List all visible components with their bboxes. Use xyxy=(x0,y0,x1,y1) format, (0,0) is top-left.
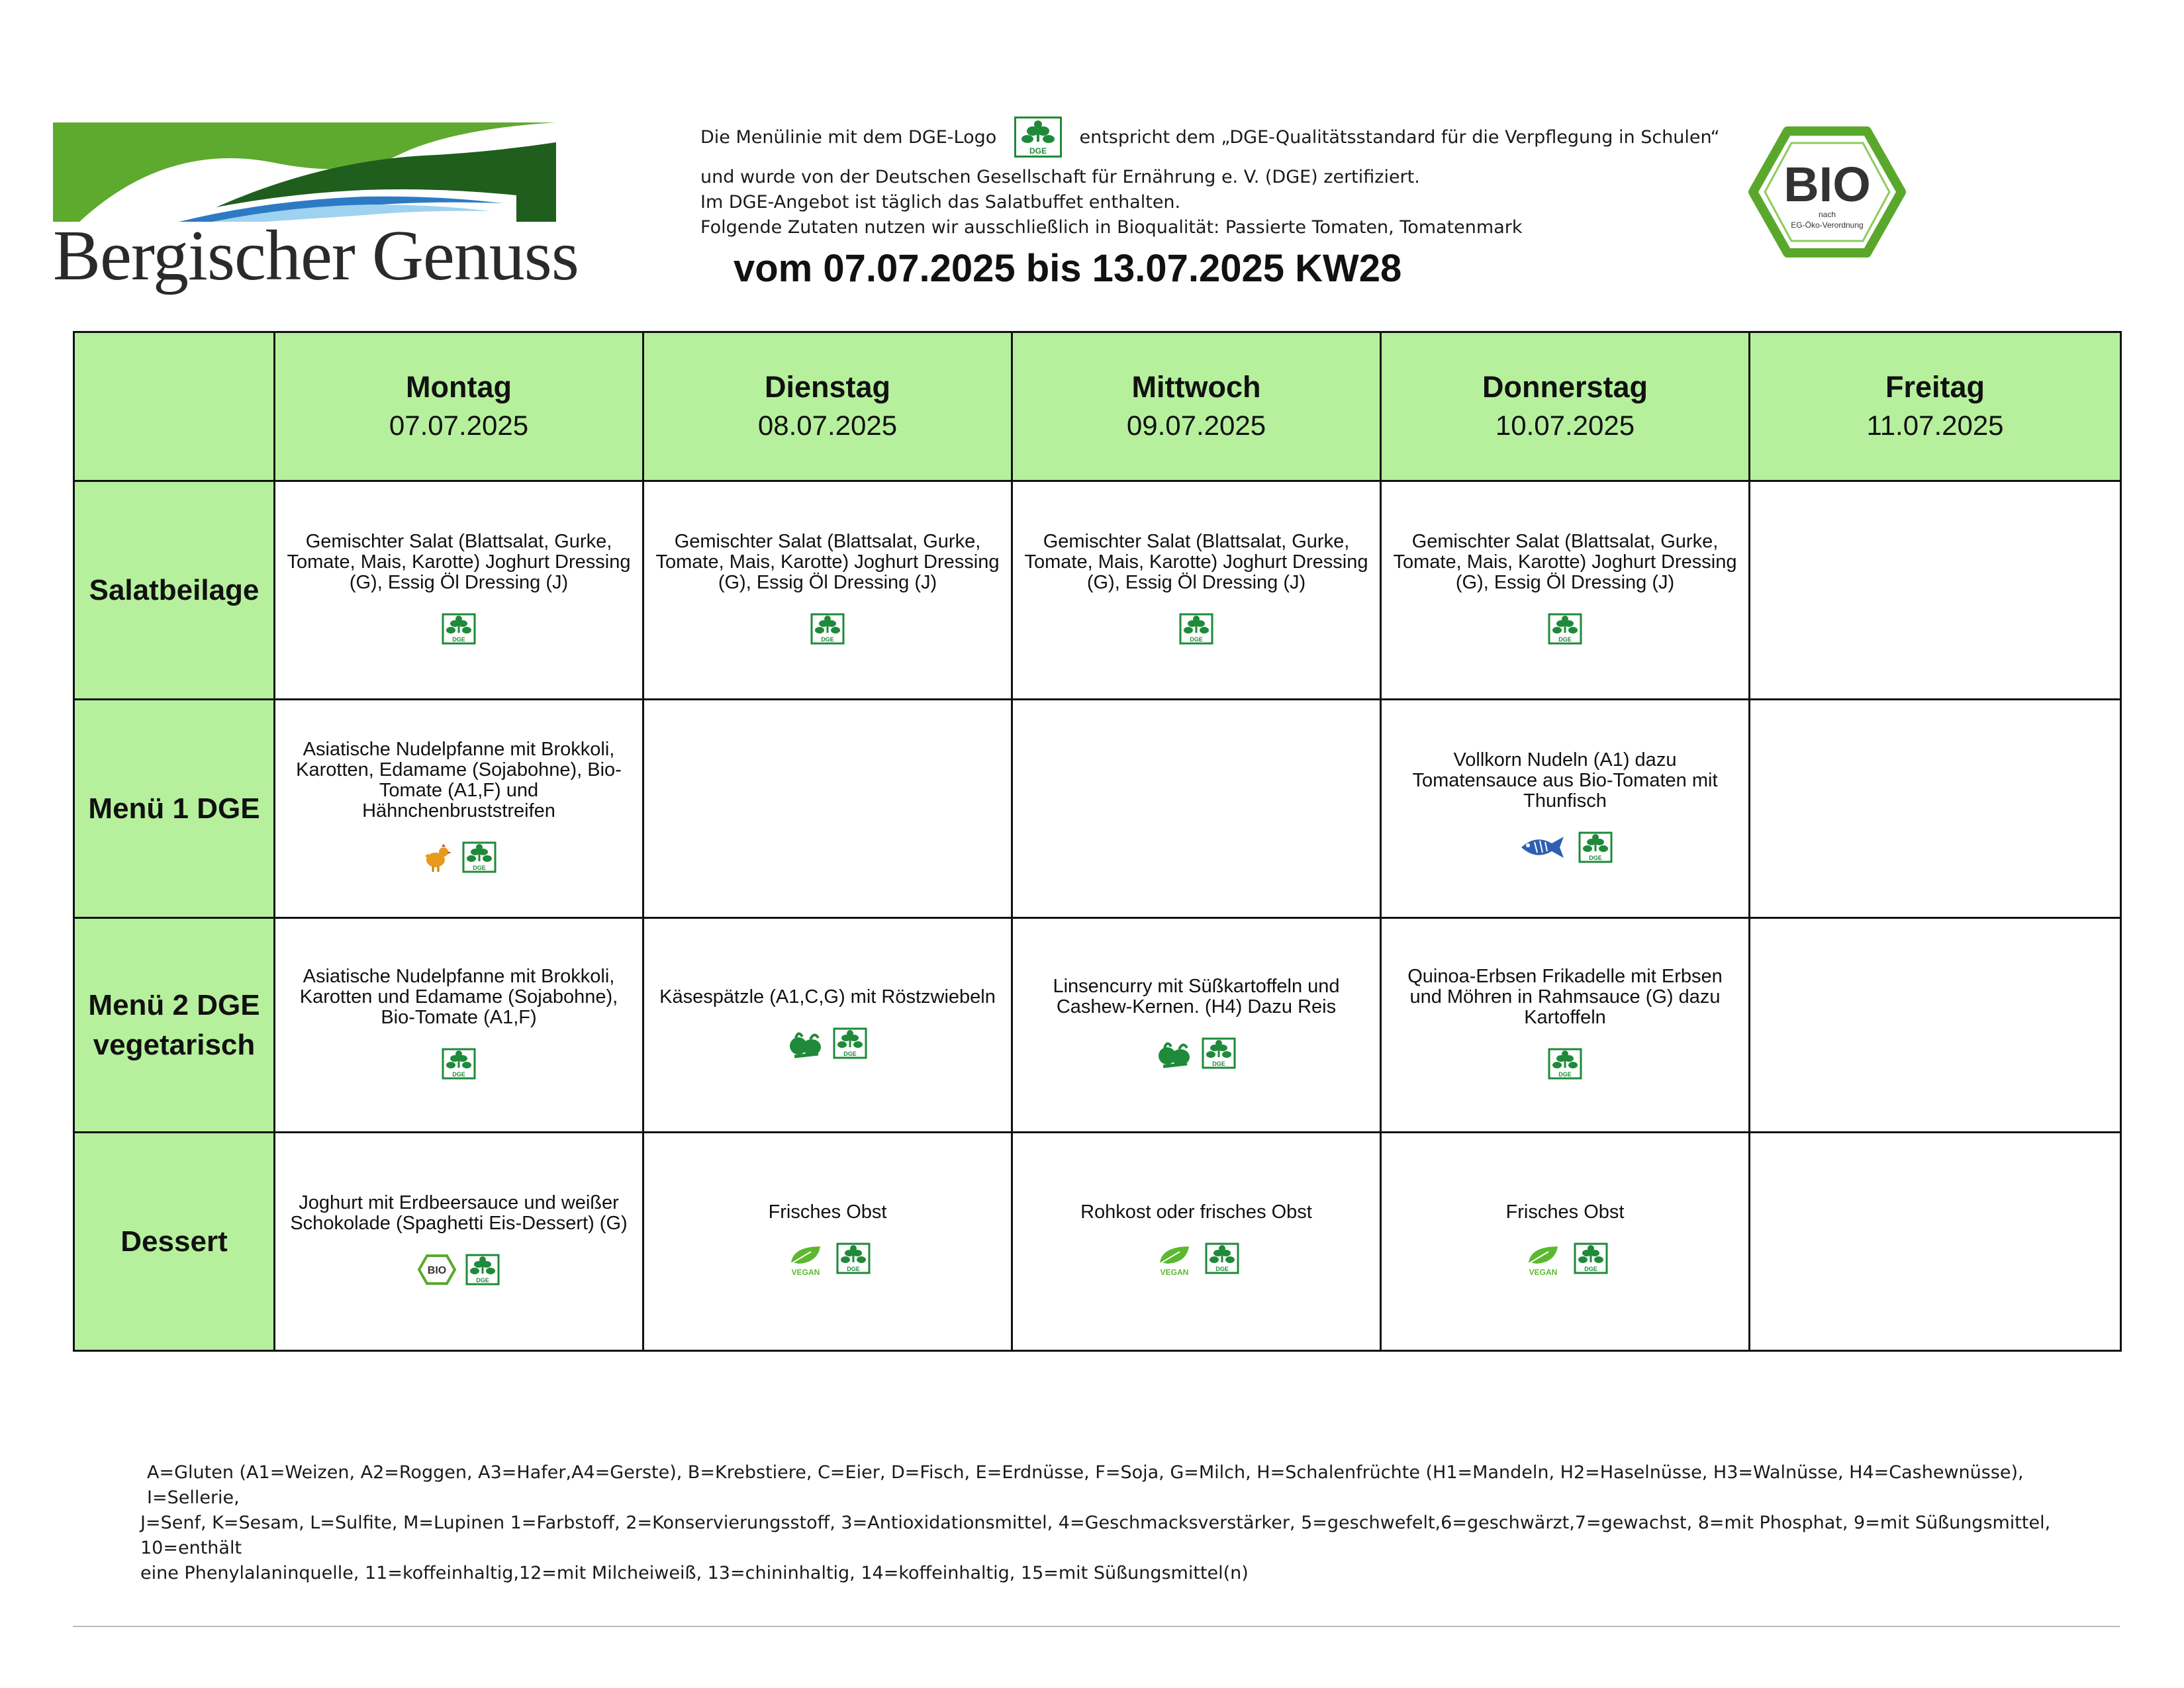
dge-icon xyxy=(1548,613,1582,649)
dish-description: Frisches Obst xyxy=(768,1201,887,1223)
svg-text:nach: nach xyxy=(1818,210,1836,219)
row-label-line: Menü 2 DGE xyxy=(88,988,260,1021)
dge-icon xyxy=(1578,831,1613,868)
allergen-legend xyxy=(140,1460,2054,1586)
dish-icons xyxy=(1021,613,1372,649)
menu-row xyxy=(74,481,2121,700)
dish-icons xyxy=(1390,831,1740,868)
svg-text:BIO: BIO xyxy=(1783,157,1871,212)
dge-icon xyxy=(1205,1243,1239,1282)
row-label-line: Menü 1 DGE xyxy=(88,792,260,825)
info-line-4: Folgende Zutaten nutzen wir ausschließlich in Bioqualität: Passierte Tomaten, Tomatenmark xyxy=(700,217,1523,238)
dge-icon xyxy=(1574,1243,1608,1282)
menu-cell xyxy=(1012,700,1381,918)
row-label-men-2-dge xyxy=(74,918,275,1133)
vegetables-icon xyxy=(788,1027,824,1064)
dge-icon xyxy=(810,613,845,649)
menu-row xyxy=(74,918,2121,1133)
dish-description: Asiatische Nudelpfanne mit Brokkoli, Karotten und Edamame (Sojabohne), Bio-Tomate (A1,F) xyxy=(299,965,618,1028)
svg-text:DGE: DGE xyxy=(1558,1070,1572,1078)
svg-text:DGE: DGE xyxy=(452,635,465,643)
info-line-3: Im DGE-Angebot ist täglich das Salatbuffet enthalten. xyxy=(700,192,1181,212)
hills-logo-graphic xyxy=(53,116,556,222)
dish-description: Vollkorn Nudeln (A1) dazu Tomatensauce aus Bio-Tomaten mit Thunfisch xyxy=(1412,749,1718,812)
dish-icons xyxy=(1390,1048,1740,1084)
menu-cell xyxy=(1750,918,2121,1133)
info-line-1-end: entspricht dem „DGE-Qualitätsstandard für die Verpflegung in Schulen“ xyxy=(1079,127,1720,148)
vegan-icon xyxy=(1522,1243,1564,1282)
svg-text:DGE: DGE xyxy=(473,865,486,871)
bio-seal-icon xyxy=(1748,126,1907,258)
menu-cell xyxy=(1012,1133,1381,1351)
svg-text:VEGAN: VEGAN xyxy=(1160,1267,1189,1277)
dish-description: Gemischter Salat (Blattsalat, Gurke, Tomate, Mais, Karotte) Joghurt Dressing (G), Essig Öl Dressing (J) xyxy=(1393,530,1737,593)
dge-icon xyxy=(833,1027,867,1064)
dish-icons xyxy=(283,1048,634,1084)
svg-text:DGE: DGE xyxy=(1584,1265,1597,1272)
dish-description: Käsespätzle (A1,C,G) mit Röstzwiebeln xyxy=(659,986,996,1008)
svg-text:DGE: DGE xyxy=(1212,1060,1225,1067)
menu-cell xyxy=(643,481,1012,700)
vegan-icon xyxy=(784,1243,827,1282)
dish-description: Asiatische Nudelpfanne mit Brokkoli, Karotten, Edamame (Sojabohne), Bio-Tomate (A1,F) und Hähnchenbruststreifen xyxy=(296,739,622,821)
menu-cell xyxy=(1381,700,1750,918)
svg-text:DGE: DGE xyxy=(1215,1265,1229,1272)
dish-description: Joghurt mit Erdbeersauce und weißer Schokolade (Spaghetti Eis-Dessert) (G) xyxy=(290,1192,628,1234)
bergischer-genuss-logo xyxy=(53,116,579,301)
dish-icons xyxy=(652,1027,1003,1064)
dge-logo-icon xyxy=(1014,117,1062,165)
menu-cell xyxy=(1750,700,2121,918)
dish-icons xyxy=(283,841,634,878)
menu-cell xyxy=(1381,1133,1750,1351)
dish-description: Gemischter Salat (Blattsalat, Gurke, Tomate, Mais, Karotte) Joghurt Dressing (G), Essig Öl Dressing (J) xyxy=(287,530,631,593)
dge-icon xyxy=(442,1048,476,1084)
dge-icon xyxy=(1179,613,1213,649)
legend-line-2: J=Senf, K=Sesam, L=Sulfite, M=Lupinen 1=Farbstoff, 2=Konservierungsstoff, 3=Antioxidationsmittel, 4=Geschmacksverstärker, 5=geschwefelt,6=geschwärzt,7=gewachst, 8=mit Phosphat, 9=mit Süßungsmittel, 10=enthält xyxy=(140,1513,2051,1558)
dge-icon xyxy=(465,1254,500,1290)
menu-cell xyxy=(275,481,643,700)
menu-cell xyxy=(1012,918,1381,1133)
day-header-thursday xyxy=(1381,332,1750,481)
bio-icon xyxy=(418,1254,456,1290)
dish-icons xyxy=(652,613,1003,649)
row-label-line: Salatbeilage xyxy=(89,573,260,606)
menu-row xyxy=(74,1133,2121,1351)
dge-icon xyxy=(1548,1048,1582,1084)
menu-cell xyxy=(1012,481,1381,700)
day-header-wednesday xyxy=(1012,332,1381,481)
menu-cell xyxy=(643,1133,1012,1351)
dish-icons xyxy=(1021,1037,1372,1074)
svg-text:VEGAN: VEGAN xyxy=(1529,1267,1558,1277)
menu-cell xyxy=(643,918,1012,1133)
row-label-dessert xyxy=(74,1133,275,1351)
menu-cell xyxy=(275,1133,643,1351)
day-date: 07.07.2025 xyxy=(389,410,529,441)
day-date: 09.07.2025 xyxy=(1126,410,1266,441)
legend-line-3: eine Phenylalaninquelle, 11=koffeinhaltig,12=mit Milcheiweiß, 13=chininhaltig, 14=koffeinhaltig, 15=mit Süßungsmittel(n) xyxy=(140,1563,1249,1583)
weekly-menu-table xyxy=(73,331,2120,1352)
row-label-salatbeilage xyxy=(74,481,275,700)
legend-line-1: A=Gluten (A1=Weizen, A2=Roggen, A3=Hafer,A4=Gerste), B=Krebstiere, C=Eier, D=Fisch, E=Erdnüsse, F=Soja, G=Milch, H=Schalenfrüchte (H1=Mandeln, H2=Haselnüsse, H3=Walnüsse, H4=Cashewnüsse), I=Sellerie, xyxy=(147,1462,2024,1508)
menu-cell xyxy=(643,700,1012,918)
day-header-monday xyxy=(275,332,643,481)
dish-description: Gemischter Salat (Blattsalat, Gurke, Tomate, Mais, Karotte) Joghurt Dressing (G), Essig Öl Dressing (J) xyxy=(655,530,1000,593)
svg-text:DGE: DGE xyxy=(1029,146,1047,156)
day-name: Freitag xyxy=(1885,370,1985,404)
svg-text:BIO: BIO xyxy=(427,1265,447,1276)
chicken-icon xyxy=(421,841,453,878)
row-label-line: vegetarisch xyxy=(93,1028,256,1061)
row-label-line: Dessert xyxy=(120,1225,228,1258)
info-line-1-start: Die Menülinie mit dem DGE-Logo xyxy=(700,127,997,148)
menu-cell xyxy=(1381,918,1750,1133)
row-label-men-1-dge xyxy=(74,700,275,918)
svg-text:DGE: DGE xyxy=(1589,854,1602,861)
svg-text:EG-Öko-Verordnung: EG-Öko-Verordnung xyxy=(1791,220,1864,230)
svg-text:DGE: DGE xyxy=(843,1050,857,1057)
dish-icons xyxy=(283,1254,634,1290)
week-period-title: vom 07.07.2025 bis 13.07.2025 KW28 xyxy=(734,247,1402,290)
footer-divider xyxy=(73,1626,2120,1627)
brand-name: Bergischer Genuss xyxy=(53,216,579,295)
menu-cell xyxy=(1750,1133,2121,1351)
vegetables-icon xyxy=(1157,1037,1192,1074)
day-date: 10.07.2025 xyxy=(1495,410,1635,441)
menu-cell xyxy=(1381,481,1750,700)
corner-cell xyxy=(74,332,275,481)
dge-icon xyxy=(1202,1037,1236,1074)
dish-icons xyxy=(283,613,634,649)
dish-description: Rohkost oder frisches Obst xyxy=(1080,1201,1312,1223)
day-date: 11.07.2025 xyxy=(1866,410,2004,441)
dish-icons xyxy=(1390,613,1740,649)
day-name: Donnerstag xyxy=(1482,370,1648,404)
dish-icons xyxy=(652,1243,1003,1282)
svg-text:DGE: DGE xyxy=(476,1277,489,1284)
dish-icons xyxy=(1021,1243,1372,1282)
menu-cell xyxy=(275,700,643,918)
svg-text:VEGAN: VEGAN xyxy=(791,1267,820,1277)
info-line-2: und wurde von der Deutschen Gesellschaft für Ernährung e. V. (DGE) zertifiziert. xyxy=(700,167,1420,187)
dge-info-text xyxy=(700,117,1720,240)
menu-cell xyxy=(275,918,643,1133)
menu-row xyxy=(74,700,2121,918)
fish-icon xyxy=(1517,831,1569,868)
dish-description: Linsencurry mit Süßkartoffeln und Cashew-Kernen. (H4) Dazu Reis xyxy=(1053,976,1340,1017)
dge-icon xyxy=(442,613,476,649)
day-date: 08.07.2025 xyxy=(757,410,898,441)
svg-text:DGE: DGE xyxy=(821,635,834,643)
day-name: Dienstag xyxy=(764,370,891,404)
vegan-icon xyxy=(1153,1243,1196,1282)
day-header-tuesday xyxy=(643,332,1012,481)
day-header-friday xyxy=(1750,332,2121,481)
day-name: Montag xyxy=(406,370,512,404)
dish-description: Frisches Obst xyxy=(1505,1201,1625,1223)
dish-description: Gemischter Salat (Blattsalat, Gurke, Tomate, Mais, Karotte) Joghurt Dressing (G), Essig Öl Dressing (J) xyxy=(1024,530,1368,593)
svg-text:DGE: DGE xyxy=(452,1070,465,1078)
menu-cell xyxy=(1750,481,2121,700)
svg-text:DGE: DGE xyxy=(847,1265,860,1272)
dish-icons xyxy=(1390,1243,1740,1282)
day-name: Mittwoch xyxy=(1131,370,1261,404)
dge-icon xyxy=(836,1243,871,1282)
svg-text:DGE: DGE xyxy=(1190,635,1203,643)
dish-description: Quinoa-Erbsen Frikadelle mit Erbsen und Möhren in Rahmsauce (G) dazu Kartoffeln xyxy=(1407,965,1723,1028)
svg-text:DGE: DGE xyxy=(1558,635,1572,643)
dge-icon xyxy=(462,841,497,878)
